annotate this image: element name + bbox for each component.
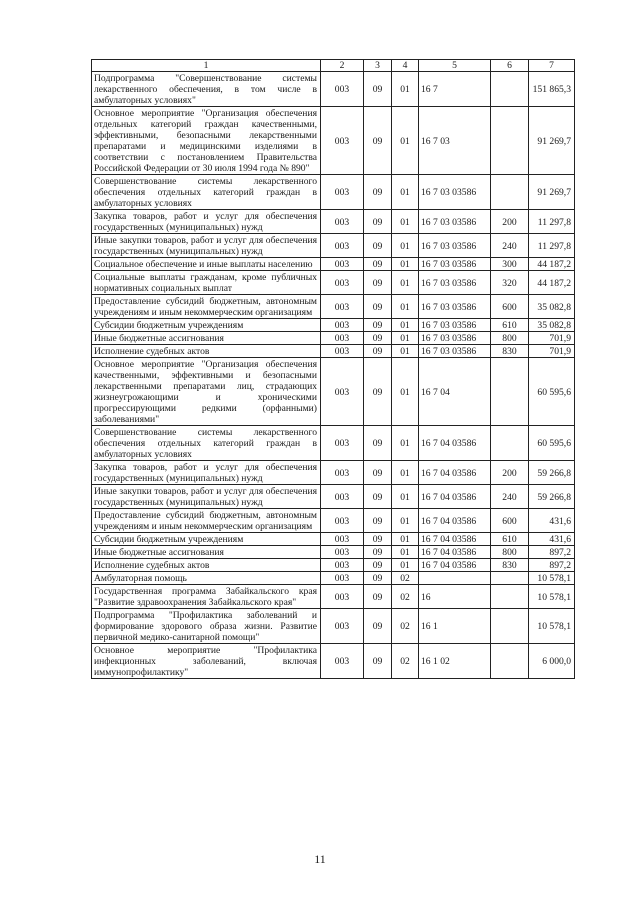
row-section-cell: 09 [364,234,392,258]
row-target-article-cell: 16 1 [419,609,491,644]
row-expense-type-cell [491,72,529,107]
row-section-cell: 09 [364,319,392,332]
row-code-cell: 003 [321,210,364,234]
row-code-cell: 003 [321,271,364,295]
row-amount-cell: 59 266,8 [529,485,575,509]
row-amount-cell: 11 297,8 [529,234,575,258]
row-amount-cell: 44 187,2 [529,271,575,295]
row-target-article-cell: 16 1 02 [419,644,491,679]
row-name-cell: Предоставление субсидий бюджетным, автономным учреждениям и иным некоммерческим организациям [92,509,321,533]
row-section-cell: 09 [364,72,392,107]
row-expense-type-cell: 240 [491,234,529,258]
header-cell: 2 [321,60,364,72]
row-amount-cell: 897,2 [529,546,575,559]
row-section-cell: 09 [364,107,392,175]
row-amount-cell: 701,9 [529,345,575,358]
budget-table [91,59,575,679]
row-section-cell: 09 [364,546,392,559]
row-subsection-cell: 01 [392,72,419,107]
row-amount-cell: 91 269,7 [529,175,575,210]
row-target-article-cell: 16 7 03 03586 [419,271,491,295]
table-row [92,107,575,175]
row-section-cell: 09 [364,609,392,644]
row-code-cell: 003 [321,175,364,210]
header-cell: 4 [392,60,419,72]
row-target-article-cell: 16 7 04 03586 [419,546,491,559]
row-target-article-cell: 16 7 03 03586 [419,175,491,210]
row-subsection-cell: 01 [392,461,419,485]
table-row [92,485,575,509]
row-code-cell: 003 [321,509,364,533]
header-cell: 5 [419,60,491,72]
row-code-cell: 003 [321,533,364,546]
row-expense-type-cell [491,175,529,210]
row-target-article-cell: 16 [419,585,491,609]
row-code-cell: 003 [321,332,364,345]
table-row [92,319,575,332]
row-subsection-cell: 01 [392,345,419,358]
row-expense-type-cell: 240 [491,485,529,509]
row-amount-cell: 91 269,7 [529,107,575,175]
row-name-cell: Подпрограмма "Профилактика заболеваний и формирование здорового образа жизни. Развитие первичной медико-санитарной помощи" [92,609,321,644]
row-section-cell: 09 [364,461,392,485]
row-expense-type-cell [491,107,529,175]
row-amount-cell: 44 187,2 [529,258,575,271]
row-code-cell: 003 [321,107,364,175]
table-row [92,332,575,345]
row-subsection-cell: 01 [392,295,419,319]
table-row [92,210,575,234]
row-subsection-cell: 01 [392,533,419,546]
row-amount-cell: 10 578,1 [529,609,575,644]
row-section-cell: 09 [364,509,392,533]
row-code-cell: 003 [321,609,364,644]
table-row [92,426,575,461]
row-name-cell: Иные бюджетные ассигнования [92,332,321,345]
row-subsection-cell: 02 [392,644,419,679]
row-target-article-cell: 16 7 04 03586 [419,559,491,572]
row-expense-type-cell: 830 [491,345,529,358]
row-section-cell: 09 [364,345,392,358]
row-code-cell: 003 [321,546,364,559]
row-expense-type-cell: 600 [491,295,529,319]
row-section-cell: 09 [364,585,392,609]
row-amount-cell: 60 595,6 [529,426,575,461]
row-name-cell: Закупка товаров, работ и услуг для обеспечения государственных (муниципальных) нужд [92,210,321,234]
row-amount-cell: 10 578,1 [529,572,575,585]
row-name-cell: Иные закупки товаров, работ и услуг для обеспечения государственных (муниципальных) нужд [92,485,321,509]
row-code-cell: 003 [321,345,364,358]
row-code-cell: 003 [321,258,364,271]
row-amount-cell: 6 000,0 [529,644,575,679]
row-name-cell: Социальное обеспечение и иные выплаты населению [92,258,321,271]
row-name-cell: Совершенствование системы лекарственного обеспечения отдельных категорий граждан в амбулаторных условиях [92,426,321,461]
row-section-cell: 09 [364,559,392,572]
row-target-article-cell: 16 7 03 03586 [419,210,491,234]
row-code-cell: 003 [321,572,364,585]
row-amount-cell: 35 082,8 [529,295,575,319]
header-cell: 1 [92,60,321,72]
row-amount-cell: 10 578,1 [529,585,575,609]
row-target-article-cell: 16 7 03 03586 [419,295,491,319]
row-name-cell: Предоставление субсидий бюджетным, автономным учреждениям и иным некоммерческим организациям [92,295,321,319]
row-expense-type-cell: 610 [491,319,529,332]
row-expense-type-cell [491,609,529,644]
row-expense-type-cell [491,585,529,609]
row-section-cell: 09 [364,358,392,426]
row-code-cell: 003 [321,72,364,107]
row-code-cell: 003 [321,358,364,426]
row-target-article-cell: 16 7 04 [419,358,491,426]
row-amount-cell: 431,6 [529,509,575,533]
row-code-cell: 003 [321,319,364,332]
row-expense-type-cell [491,644,529,679]
row-expense-type-cell: 200 [491,210,529,234]
row-amount-cell: 11 297,8 [529,210,575,234]
row-subsection-cell: 02 [392,609,419,644]
table-row [92,258,575,271]
table-row [92,175,575,210]
row-section-cell: 09 [364,258,392,271]
row-code-cell: 003 [321,426,364,461]
row-subsection-cell: 01 [392,319,419,332]
table-row [92,533,575,546]
row-amount-cell: 151 865,3 [529,72,575,107]
table-row [92,509,575,533]
row-target-article-cell: 16 7 04 03586 [419,533,491,546]
table-row [92,234,575,258]
row-target-article-cell: 16 7 04 03586 [419,426,491,461]
table-row [92,345,575,358]
row-subsection-cell: 01 [392,234,419,258]
row-subsection-cell: 01 [392,559,419,572]
row-section-cell: 09 [364,295,392,319]
row-amount-cell: 431,6 [529,533,575,546]
table-row [92,358,575,426]
row-name-cell: Амбулаторная помощь [92,572,321,585]
row-section-cell: 09 [364,533,392,546]
row-expense-type-cell [491,358,529,426]
header-cell: 3 [364,60,392,72]
row-target-article-cell: 16 7 03 03586 [419,258,491,271]
row-subsection-cell: 01 [392,107,419,175]
row-name-cell: Социальные выплаты гражданам, кроме публичных нормативных социальных выплат [92,271,321,295]
row-subsection-cell: 01 [392,210,419,234]
header-cell: 6 [491,60,529,72]
row-code-cell: 003 [321,461,364,485]
row-expense-type-cell: 300 [491,258,529,271]
row-name-cell: Закупка товаров, работ и услуг для обеспечения государственных (муниципальных) нужд [92,461,321,485]
row-expense-type-cell: 600 [491,509,529,533]
row-section-cell: 09 [364,271,392,295]
row-code-cell: 003 [321,585,364,609]
row-amount-cell: 59 266,8 [529,461,575,485]
page-number: 11 [314,852,326,866]
row-amount-cell: 35 082,8 [529,319,575,332]
row-name-cell: Основное мероприятие "Профилактика инфекционных заболеваний, включая иммунопрофилактику" [92,644,321,679]
row-subsection-cell: 01 [392,546,419,559]
row-section-cell: 09 [364,210,392,234]
row-expense-type-cell: 800 [491,332,529,345]
row-target-article-cell: 16 7 04 03586 [419,461,491,485]
row-expense-type-cell [491,572,529,585]
table-row [92,559,575,572]
row-name-cell: Исполнение судебных актов [92,559,321,572]
row-section-cell: 09 [364,426,392,461]
row-name-cell: Основное мероприятие "Организация обеспечения отдельных категорий граждан качественными, эффективными, безопасными лекарственными препаратами и медицинскими изделиями в соответствии с постановлением Правительства Российской Федерации от 30 июля 1994 года № 890" [92,107,321,175]
row-section-cell: 09 [364,572,392,585]
row-code-cell: 003 [321,644,364,679]
row-amount-cell: 60 595,6 [529,358,575,426]
row-code-cell: 003 [321,234,364,258]
row-code-cell: 003 [321,559,364,572]
row-subsection-cell: 01 [392,332,419,345]
row-subsection-cell: 01 [392,175,419,210]
row-name-cell: Субсидии бюджетным учреждениям [92,533,321,546]
row-expense-type-cell: 830 [491,559,529,572]
row-amount-cell: 897,2 [529,559,575,572]
row-subsection-cell: 01 [392,358,419,426]
row-name-cell: Исполнение судебных актов [92,345,321,358]
row-expense-type-cell [491,426,529,461]
row-subsection-cell: 01 [392,485,419,509]
row-target-article-cell [419,572,491,585]
table-header-row [92,60,575,72]
row-name-cell: Государственная программа Забайкальского края "Развитие здравоохранения Забайкальского края" [92,585,321,609]
row-subsection-cell: 01 [392,426,419,461]
row-target-article-cell: 16 7 03 [419,107,491,175]
row-code-cell: 003 [321,295,364,319]
row-target-article-cell: 16 7 [419,72,491,107]
header-cell: 7 [529,60,575,72]
row-name-cell: Основное мероприятие "Организация обеспечения качественными, эффективными и безопасными лекарственными препаратами лиц, страдающих жизнеугрожающими и хроническими прогрессирующими редкими (орфанными) заболеваниями" [92,358,321,426]
row-expense-type-cell: 200 [491,461,529,485]
row-expense-type-cell: 800 [491,546,529,559]
row-name-cell: Иные закупки товаров, работ и услуг для обеспечения государственных (муниципальных) нужд [92,234,321,258]
table-row [92,572,575,585]
row-section-cell: 09 [364,332,392,345]
table-row [92,546,575,559]
row-subsection-cell: 02 [392,572,419,585]
row-target-article-cell: 16 7 03 03586 [419,319,491,332]
row-subsection-cell: 01 [392,258,419,271]
row-target-article-cell: 16 7 04 03586 [419,485,491,509]
row-section-cell: 09 [364,644,392,679]
table-row [92,295,575,319]
row-amount-cell: 701,9 [529,332,575,345]
table-row [92,72,575,107]
row-target-article-cell: 16 7 03 03586 [419,345,491,358]
row-subsection-cell: 01 [392,509,419,533]
row-target-article-cell: 16 7 03 03586 [419,234,491,258]
row-subsection-cell: 01 [392,271,419,295]
table-body [92,72,575,679]
table-row [92,271,575,295]
row-target-article-cell: 16 7 03 03586 [419,332,491,345]
row-subsection-cell: 02 [392,585,419,609]
row-section-cell: 09 [364,175,392,210]
row-name-cell: Иные бюджетные ассигнования [92,546,321,559]
row-expense-type-cell: 320 [491,271,529,295]
row-expense-type-cell: 610 [491,533,529,546]
table-row [92,609,575,644]
row-code-cell: 003 [321,485,364,509]
table-row [92,644,575,679]
table-row [92,585,575,609]
row-section-cell: 09 [364,485,392,509]
table-row [92,461,575,485]
row-name-cell: Подпрограмма "Совершенствование системы лекарственного обеспечения, в том числе в амбулаторных условиях" [92,72,321,107]
row-name-cell: Субсидии бюджетным учреждениям [92,319,321,332]
row-name-cell: Совершенствование системы лекарственного обеспечения отдельных категорий граждан в амбулаторных условиях [92,175,321,210]
row-target-article-cell: 16 7 04 03586 [419,509,491,533]
